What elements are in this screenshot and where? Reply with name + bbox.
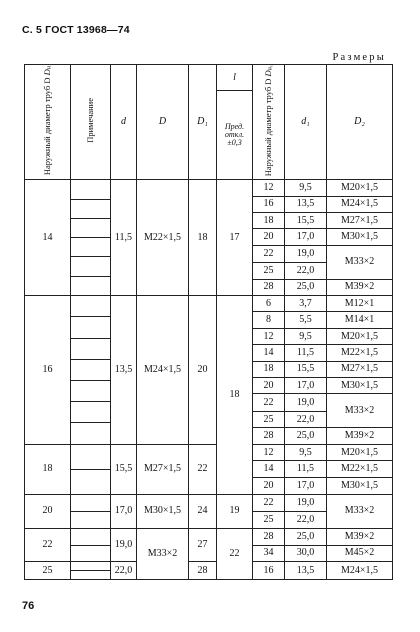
cell-note <box>71 494 111 528</box>
cell-D1: 22 <box>189 444 217 494</box>
col-l-header: l <box>217 65 253 91</box>
cell-outer-diameter1: 28 <box>253 528 285 545</box>
cell-outer-diameter1: 14 <box>253 345 285 361</box>
cell-outer-diameter1: 20 <box>253 378 285 394</box>
cell-d1: 15,5 <box>285 361 327 377</box>
cell-D2: M20×1,5 <box>327 180 393 196</box>
cell-d1: 9,5 <box>285 180 327 196</box>
table-row <box>25 494 393 511</box>
cell-d: 15,5 <box>111 444 137 494</box>
cell-outer-diameter: 14 <box>25 180 71 296</box>
cell-outer-diameter1: 16 <box>253 196 285 212</box>
cell-outer-diameter1: 14 <box>253 461 285 478</box>
table-row <box>25 296 393 312</box>
cell-outer-diameter1: 22 <box>253 394 285 411</box>
cell-outer-diameter1: 12 <box>253 180 285 196</box>
col-outer-diameter-header: Наружный диаметр труб D $D_н$ <box>25 65 71 180</box>
col-l-tolerance-header: Пред. откл. ±0,3 <box>217 91 253 180</box>
cell-d1: 25,0 <box>285 279 327 295</box>
cell-d1: 5,5 <box>285 312 327 328</box>
cell-outer-diameter1: 8 <box>253 312 285 328</box>
page-number: 76 <box>22 600 35 612</box>
cell-D: M30×1,5 <box>137 494 189 528</box>
cell-note <box>71 562 111 579</box>
cell-d1: 17,0 <box>285 229 327 245</box>
cell-D2: M14×1 <box>327 312 393 328</box>
cell-l: 17 <box>217 180 253 296</box>
cell-d1: 17,0 <box>285 378 327 394</box>
cell-D2: M45×2 <box>327 545 393 562</box>
cell-d: 11,5 <box>111 180 137 296</box>
cell-d1: 11,5 <box>285 461 327 478</box>
cell-D2: M30×1,5 <box>327 478 393 495</box>
cell-note <box>71 180 111 296</box>
cell-outer-diameter: 16 <box>25 296 71 445</box>
cell-d: 22,0 <box>111 562 137 579</box>
cell-d1: 9,5 <box>285 444 327 461</box>
cell-outer-diameter1: 20 <box>253 229 285 245</box>
table-row <box>25 444 393 461</box>
cell-note <box>71 528 111 562</box>
cell-D2: M39×2 <box>327 528 393 545</box>
cell-D2: M39×2 <box>327 279 393 295</box>
cell-D: M24×1,5 <box>137 296 189 445</box>
dimensions-table <box>24 64 393 580</box>
table-row <box>25 528 393 545</box>
cell-D2: M33×2 <box>327 394 393 428</box>
cell-outer-diameter1: 22 <box>253 245 285 262</box>
cell-outer-diameter1: 12 <box>253 444 285 461</box>
cell-D1: 28 <box>189 562 217 579</box>
cell-d1: 22,0 <box>285 511 327 528</box>
cell-d1: 9,5 <box>285 328 327 344</box>
cell-outer-diameter1: 18 <box>253 361 285 377</box>
cell-D2: M20×1,5 <box>327 328 393 344</box>
col-note-header: Примечание <box>71 65 111 180</box>
table-row <box>25 562 393 579</box>
cell-D: M22×1,5 <box>137 180 189 296</box>
cell-outer-diameter1: 28 <box>253 428 285 444</box>
cell-D2: M22×1,5 <box>327 345 393 361</box>
cell-d1: 19,0 <box>285 245 327 262</box>
cell-D2: M27×1,5 <box>327 213 393 229</box>
cell-D2: M30×1,5 <box>327 378 393 394</box>
cell-outer-diameter: 22 <box>25 528 71 562</box>
cell-note <box>71 296 111 445</box>
cell-D2: M33×2 <box>327 494 393 528</box>
cell-d1: 19,0 <box>285 394 327 411</box>
cell-D2: M33×2 <box>327 245 393 279</box>
cell-d1: 22,0 <box>285 411 327 427</box>
cell-outer-diameter1: 28 <box>253 279 285 295</box>
cell-D1: 18 <box>189 180 217 296</box>
cell-d1: 19,0 <box>285 494 327 511</box>
cell-d: 17,0 <box>111 494 137 528</box>
cell-d1: 30,0 <box>285 545 327 562</box>
cell-l: 19 <box>217 494 253 528</box>
cell-d1: 3,7 <box>285 296 327 312</box>
cell-outer-diameter: 25 <box>25 562 71 579</box>
cell-D: M27×1,5 <box>137 444 189 494</box>
cell-d1: 25,0 <box>285 428 327 444</box>
cell-D2: M27×1,5 <box>327 361 393 377</box>
col-D2-header: D₂ <box>327 65 393 180</box>
cell-outer-diameter1: 25 <box>253 411 285 427</box>
table-row <box>25 180 393 196</box>
cell-outer-diameter1: 25 <box>253 263 285 279</box>
cell-note <box>71 444 111 494</box>
cell-outer-diameter1: 12 <box>253 328 285 344</box>
col-d-header: d <box>111 65 137 180</box>
cell-outer-diameter1: 25 <box>253 511 285 528</box>
cell-D2: M24×1,5 <box>327 562 393 579</box>
cell-D2: M22×1,5 <box>327 461 393 478</box>
cell-d1: 11,5 <box>285 345 327 361</box>
sizes-label: Размеры <box>332 52 386 63</box>
cell-D1: 24 <box>189 494 217 528</box>
col-outer-diameter1-header: Наружный диаметр труб D $D_{н_1}$ <box>253 65 285 180</box>
cell-l: 22 <box>217 528 253 579</box>
cell-D2: M39×2 <box>327 428 393 444</box>
cell-d1: 17,0 <box>285 478 327 495</box>
cell-d1: 22,0 <box>285 263 327 279</box>
cell-D1: 20 <box>189 296 217 445</box>
cell-d1: 15,5 <box>285 213 327 229</box>
col-D1-header: D₁ <box>189 65 217 180</box>
cell-d1: 13,5 <box>285 562 327 579</box>
col-D-header: D <box>137 65 189 180</box>
cell-outer-diameter1: 20 <box>253 478 285 495</box>
cell-outer-diameter1: 34 <box>253 545 285 562</box>
col-d1-header: d₁ <box>285 65 327 180</box>
cell-D: M33×2 <box>137 528 189 579</box>
page-header: С. 5 ГОСТ 13968—74 <box>22 24 130 36</box>
cell-outer-diameter1: 22 <box>253 494 285 511</box>
cell-outer-diameter: 18 <box>25 444 71 494</box>
cell-d: 13,5 <box>111 296 137 445</box>
cell-outer-diameter: 20 <box>25 494 71 528</box>
cell-D2: M12×1 <box>327 296 393 312</box>
cell-d1: 13,5 <box>285 196 327 212</box>
cell-outer-diameter1: 16 <box>253 562 285 579</box>
cell-outer-diameter1: 6 <box>253 296 285 312</box>
cell-D1: 27 <box>189 528 217 562</box>
cell-l: 18 <box>217 296 253 495</box>
cell-outer-diameter1: 18 <box>253 213 285 229</box>
cell-d1: 25,0 <box>285 528 327 545</box>
cell-D2: M24×1,5 <box>327 196 393 212</box>
cell-D2: M30×1,5 <box>327 229 393 245</box>
cell-D2: M20×1,5 <box>327 444 393 461</box>
cell-d: 19,0 <box>111 528 137 562</box>
